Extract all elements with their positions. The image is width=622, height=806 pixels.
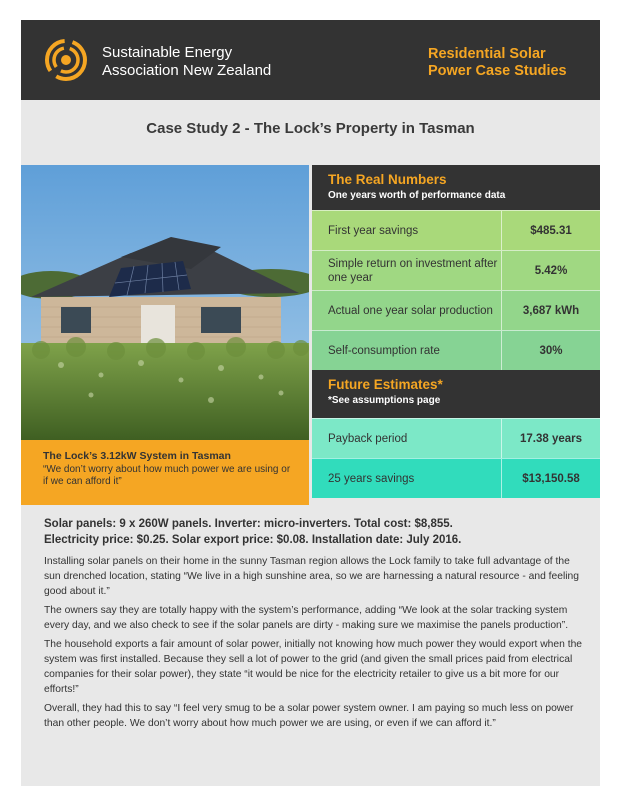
sun-logo-icon: [43, 37, 89, 83]
estimate-label: 25 years savings: [328, 472, 415, 485]
specs-line-1: Solar panels: 9 x 260W panels. Inverter: micro-inverters. Total cost: $8,855.: [44, 518, 453, 530]
series-title: [428, 46, 578, 80]
stat-value: $485.31: [501, 211, 600, 250]
specs-line-2: Electricity price: $0.25. Solar export price: $0.08. Installation date: July 2016.: [44, 534, 462, 546]
case-study-body: [44, 516, 584, 731]
estimate-label: Payback period: [328, 432, 408, 445]
org-name: [102, 44, 271, 80]
header-bar: [21, 20, 600, 100]
series-title-line1: Residential Solar: [428, 46, 546, 62]
org-name-line1: Sustainable Energy: [102, 44, 233, 61]
future-estimates-header: [312, 370, 600, 418]
stat-value: 5.42%: [501, 251, 600, 290]
body-paragraph: The household exports a fair amount of solar power, initially not knowing how much power they would export when the system was first installed. Because they sell a lot of power to the grid (and given the small prices paid from electrical companies for their solar power), they state “it would be nice for the electricity retailer to give us a bit more for our efforts!”: [44, 639, 583, 695]
photo-caption: [21, 440, 309, 505]
stat-label: Actual one year solar production: [328, 304, 493, 317]
estimate-value: 17.38 years: [501, 419, 600, 458]
caption-quote: “We don’t worry about how much power we are using or if we can afford it”: [43, 464, 291, 487]
caption-title: The Lock’s 3.12kW System in Tasman: [43, 450, 231, 462]
future-estimates-subtitle: *See assumptions page: [328, 395, 441, 406]
real-numbers-subtitle: One years worth of performance data: [328, 190, 506, 201]
case-study-title: Case Study 2 - The Lock’s Property in Tasman: [146, 120, 475, 137]
real-numbers-header: [312, 165, 600, 210]
stat-label: Simple return on investment after one year: [328, 257, 498, 284]
real-numbers-title: The Real Numbers: [328, 172, 447, 187]
body-paragraph: Overall, they had this to say “I feel very smug to be a solar power system owner. I am paying so much less on power than other people. We don’t worry about how much power we are using, or even if we can afford it.”: [44, 703, 574, 729]
performance-panel: [312, 165, 600, 498]
estimate-value: $13,150.58: [501, 459, 600, 498]
stat-row: [312, 290, 600, 330]
org-name-line2: Association New Zealand: [102, 62, 272, 79]
estimate-row: [312, 458, 600, 498]
house-photo: [21, 165, 309, 440]
stat-label: Self-consumption rate: [328, 344, 440, 357]
stat-row: [312, 330, 600, 370]
system-specs: [44, 516, 584, 548]
case-study-page: [21, 20, 600, 786]
stat-value: 3,687 kWh: [501, 291, 600, 330]
body-paragraph: The owners say they are totally happy with the system’s performance, adding “We look at the solar tracking system every day, and we also check to see if the solar panels are dirty - making sure we maximise the panels production”.: [44, 605, 569, 631]
estimate-row: [312, 418, 600, 458]
stat-label: First year savings: [328, 224, 419, 237]
stat-row: [312, 250, 600, 290]
body-paragraph: Installing solar panels on their home in the sunny Tasman region allows the Lock family to take full advantage of the sun drenched location, stating “We live in a high sunshine area, so we are harnessing a natural resource - and feeling good about it.”: [44, 556, 579, 597]
future-estimates-title: Future Estimates*: [328, 377, 443, 392]
stat-row: [312, 210, 600, 250]
series-title-line2: Power Case Studies: [428, 63, 567, 79]
stat-value: 30%: [501, 331, 600, 370]
